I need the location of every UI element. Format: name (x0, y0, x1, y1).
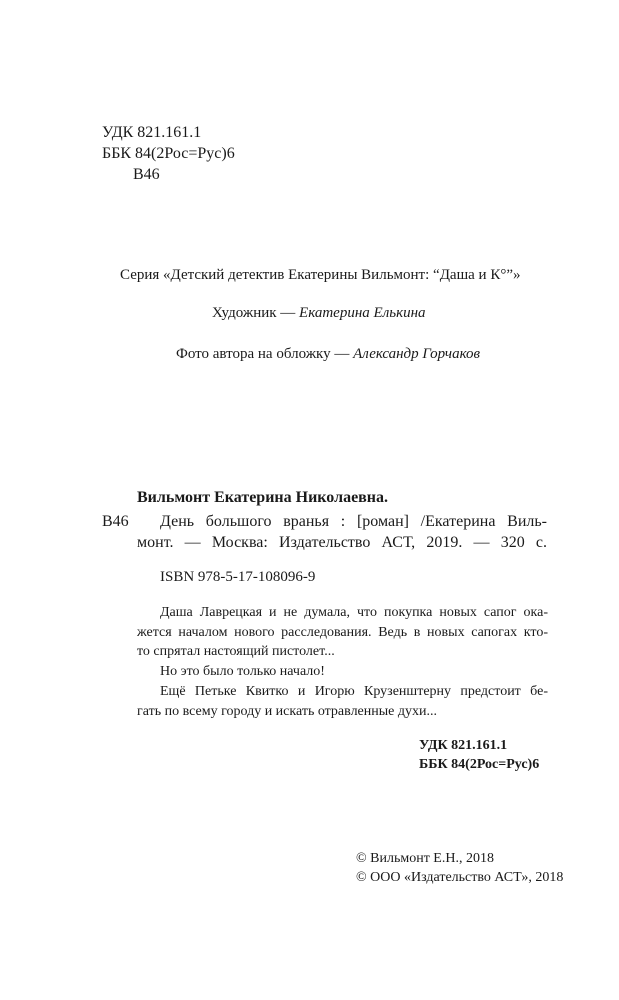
annotation-line: Даша Лаврецкая и не думала, что покупка новых сапог ока- (160, 605, 548, 620)
annotation-line: Но это было только начало! (160, 664, 325, 679)
photo-credit (176, 344, 480, 364)
annotation-line: Ещё Петьке Квитко и Игорю Крузенштерну предстоит бе- (160, 684, 548, 699)
annotation-line: гать по всему городу и искать отравленные духи... (137, 704, 437, 719)
annotation-line: то спрятал настоящий пистолет... (137, 644, 335, 659)
author-heading: Вильмонт Екатерина Николаевна. (137, 489, 389, 506)
author-mark: В46 (133, 166, 160, 183)
bbk-code-bottom: ББК 84(2Рос=Рус)6 (419, 757, 540, 772)
artist-name: Екатерина Елькина (299, 305, 426, 321)
copyright-publisher: © ООО «Издательство АСТ», 2018 (356, 870, 564, 885)
catalog-mark: В46 (102, 513, 129, 530)
isbn: ISBN 978-5-17-108096-9 (160, 569, 316, 585)
artist-credit (212, 303, 426, 323)
photo-name: Александр Горчаков (353, 346, 481, 362)
udk-code: УДК 821.161.1 (102, 124, 202, 141)
bbk-code: ББК 84(2Рос=Рус)6 (102, 145, 235, 162)
catalog-description-line1: День большого вранья : [роман] /Екатерина Виль- (160, 513, 547, 530)
copyright-author: © Вильмонт Е.Н., 2018 (356, 851, 494, 866)
photo-role: Фото автора на обложку — (176, 346, 354, 362)
udk-code-bottom: УДК 821.161.1 (419, 738, 508, 753)
series-line: Серия «Детский детектив Екатерины Вильмонт: “Даша и К°”» (120, 267, 521, 283)
annotation-line: жется началом нового расследования. Ведь в новых сапогах кто- (137, 625, 548, 640)
catalog-description-line2: монт. — Москва: Издательство АСТ, 2019. — 320 с. (137, 534, 547, 551)
artist-role: Художник — (212, 305, 300, 321)
